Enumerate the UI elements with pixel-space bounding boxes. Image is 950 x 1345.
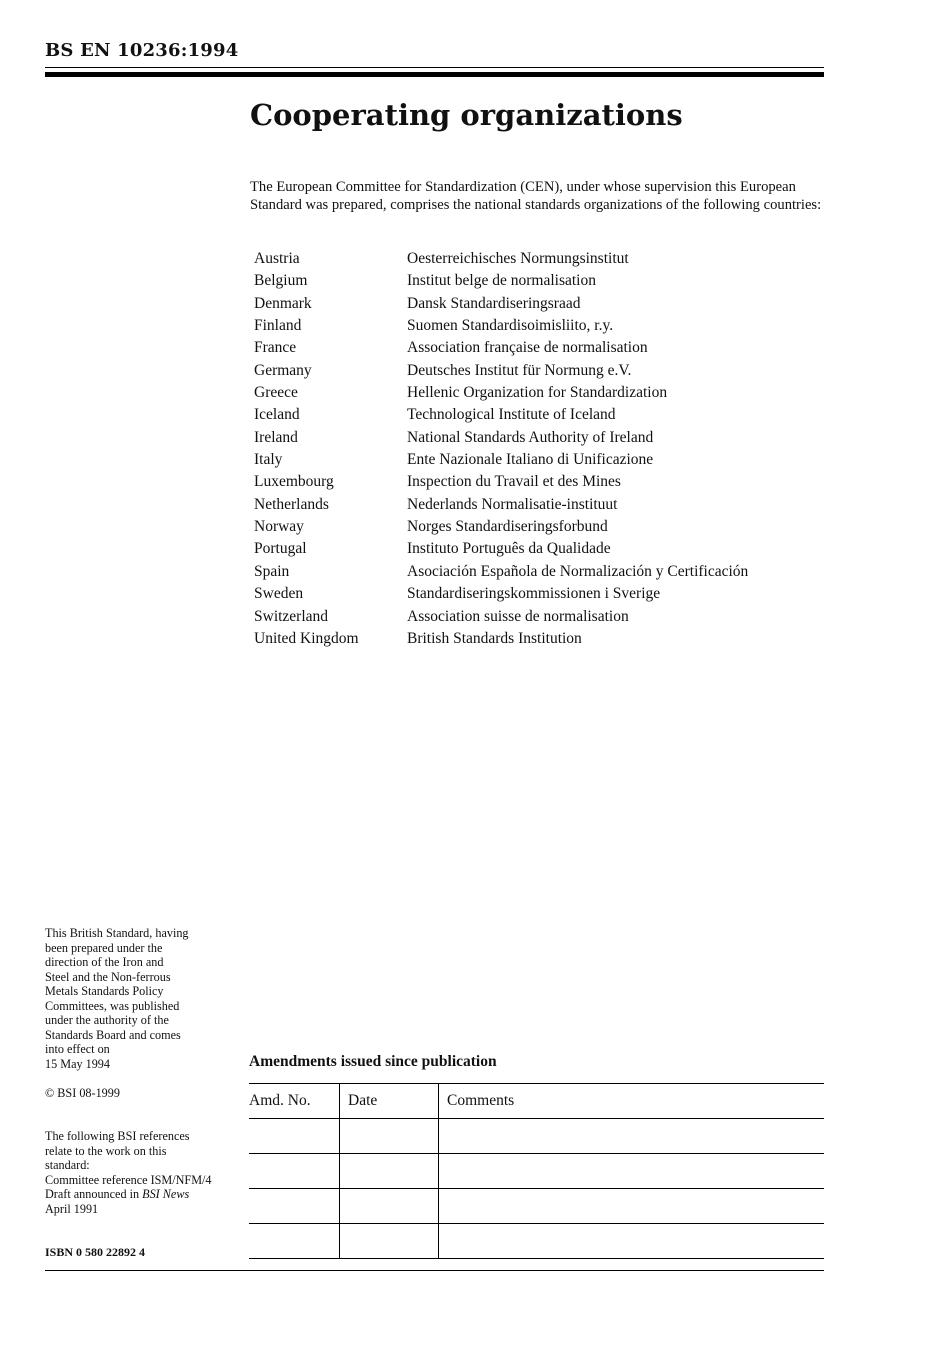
country-cell: Iceland (254, 406, 300, 424)
table-row (250, 516, 752, 538)
amd-no-cell (249, 1189, 340, 1224)
table-row (250, 606, 752, 628)
country-cell: Netherlands (254, 495, 329, 513)
page-title: Cooperating organizations (250, 98, 683, 132)
table-row (249, 1189, 824, 1224)
country-cell: Spain (254, 562, 290, 580)
table-row (249, 1154, 824, 1189)
table-row (250, 494, 752, 516)
footer-rule (45, 1270, 824, 1271)
publication-note (45, 926, 245, 1071)
amd-no-cell (249, 1119, 340, 1154)
note-line: Steel and the Non-ferrous (45, 969, 171, 984)
country-cell: Germany (254, 361, 312, 379)
table-row (250, 427, 752, 449)
note-line: Committees, was published (45, 998, 180, 1013)
note-line: into effect on (45, 1042, 110, 1056)
amendments-title: Amendments issued since publication (249, 1053, 497, 1070)
standards-body-cell: Norges Standardiseringsforbund (407, 518, 608, 536)
header-rule-thick (45, 72, 824, 77)
country-cell: France (254, 339, 297, 357)
column-header-comments: Comments (439, 1084, 825, 1119)
draft-announcement (45, 1187, 245, 1202)
table-row (249, 1119, 824, 1154)
amendments-table (249, 1083, 824, 1259)
table-row (250, 561, 752, 583)
isbn: ISBN 0 580 22892 4 (45, 1245, 146, 1259)
comments-cell (439, 1189, 825, 1224)
refs-line: relate to the work on this (45, 1143, 167, 1158)
table-row (250, 293, 752, 315)
intro-paragraph: The European Committee for Standardization (CEN), under whose supervision this European Standard was prepared, comprises the national standards organizations of the following countries: (250, 179, 822, 213)
standards-body-cell: Nederlands Normalisatie-instituut (407, 495, 618, 513)
table-row (250, 471, 752, 493)
comments-cell (439, 1119, 825, 1154)
table-row (250, 248, 752, 270)
standards-body-cell: Asociación Española de Normalización y Certificación (407, 562, 749, 580)
column-header-date: Date (340, 1084, 439, 1119)
draft-publication: BSI News (142, 1187, 190, 1201)
note-line: direction of the Iron and (45, 955, 164, 969)
standards-body-cell: Deutsches Institut für Normung e.V. (407, 361, 632, 379)
standards-body-cell: Oesterreichisches Normungsinstitut (407, 250, 629, 267)
amendments-header-row (249, 1084, 824, 1119)
header-rule-thin (45, 67, 824, 68)
effective-date: 15 May 1994 (45, 1056, 110, 1071)
country-cell: Belgium (254, 272, 308, 290)
draft-date: April 1991 (45, 1201, 99, 1216)
table-row (250, 404, 752, 426)
document-id: BS EN 10236:1994 (45, 40, 239, 61)
date-cell (340, 1154, 439, 1189)
country-cell: Denmark (254, 294, 312, 312)
standards-body-cell: Technological Institute of Iceland (407, 406, 616, 424)
standards-body-cell: Inspection du Travail et des Mines (407, 473, 621, 491)
bsi-references (45, 1129, 245, 1216)
amd-no-cell (249, 1154, 340, 1189)
committee-reference: Committee reference ISM/NFM/4 (45, 1172, 212, 1187)
amd-no-cell (249, 1224, 340, 1259)
table-row (250, 382, 752, 404)
table-row (250, 538, 752, 560)
standards-body-cell: Instituto Português da Qualidade (407, 540, 611, 558)
date-cell (340, 1119, 439, 1154)
note-line: been prepared under the (45, 940, 163, 955)
standards-body-cell: Dansk Standardiseringsraad (407, 294, 581, 312)
country-cell: Greece (254, 384, 298, 402)
note-line: This British Standard, having (45, 926, 189, 940)
draft-prefix: Draft announced in (45, 1187, 143, 1201)
note-line: Standards Board and comes (45, 1027, 181, 1042)
comments-cell (439, 1224, 825, 1259)
country-cell: Italy (254, 451, 283, 469)
table-row (250, 315, 752, 337)
organizations-table (250, 248, 752, 650)
country-cell: United Kingdom (254, 629, 359, 647)
copyright-notice: © BSI 08-1999 (45, 1086, 120, 1100)
standards-body-cell: Institut belge de normalisation (407, 272, 596, 290)
standards-body-cell: Association suisse de normalisation (407, 607, 629, 625)
date-cell (340, 1189, 439, 1224)
country-cell: Sweden (254, 585, 304, 603)
standards-body-cell: Hellenic Organization for Standardization (407, 384, 668, 402)
note-line: under the authority of the (45, 1013, 169, 1027)
country-cell: Austria (254, 250, 300, 267)
country-cell: Switzerland (254, 607, 329, 625)
note-line: Metals Standards Policy (45, 984, 164, 998)
refs-line: The following BSI references (45, 1129, 190, 1143)
country-cell: Finland (254, 317, 302, 335)
table-row (250, 583, 752, 605)
standards-body-cell: Ente Nazionale Italiano di Unificazione (407, 451, 654, 469)
country-cell: Norway (254, 518, 304, 536)
standards-body-cell: British Standards Institution (407, 629, 582, 647)
refs-line: standard: (45, 1158, 90, 1172)
table-row (250, 628, 752, 650)
comments-cell (439, 1154, 825, 1189)
column-header-amd-no: Amd. No. (249, 1084, 340, 1119)
table-row (250, 449, 752, 471)
standards-body-cell: Association française de normalisation (407, 339, 648, 357)
table-row (250, 337, 752, 359)
standards-body-cell: National Standards Authority of Ireland (407, 428, 654, 446)
date-cell (340, 1224, 439, 1259)
table-row (250, 270, 752, 292)
table-row (250, 360, 752, 382)
standards-body-cell: Suomen Standardisoimisliito, r.y. (407, 317, 614, 335)
country-cell: Portugal (254, 540, 307, 558)
country-cell: Ireland (254, 428, 298, 446)
country-cell: Luxembourg (254, 473, 334, 491)
table-row (249, 1224, 824, 1259)
standards-body-cell: Standardiseringskommissionen i Sverige (407, 585, 661, 603)
